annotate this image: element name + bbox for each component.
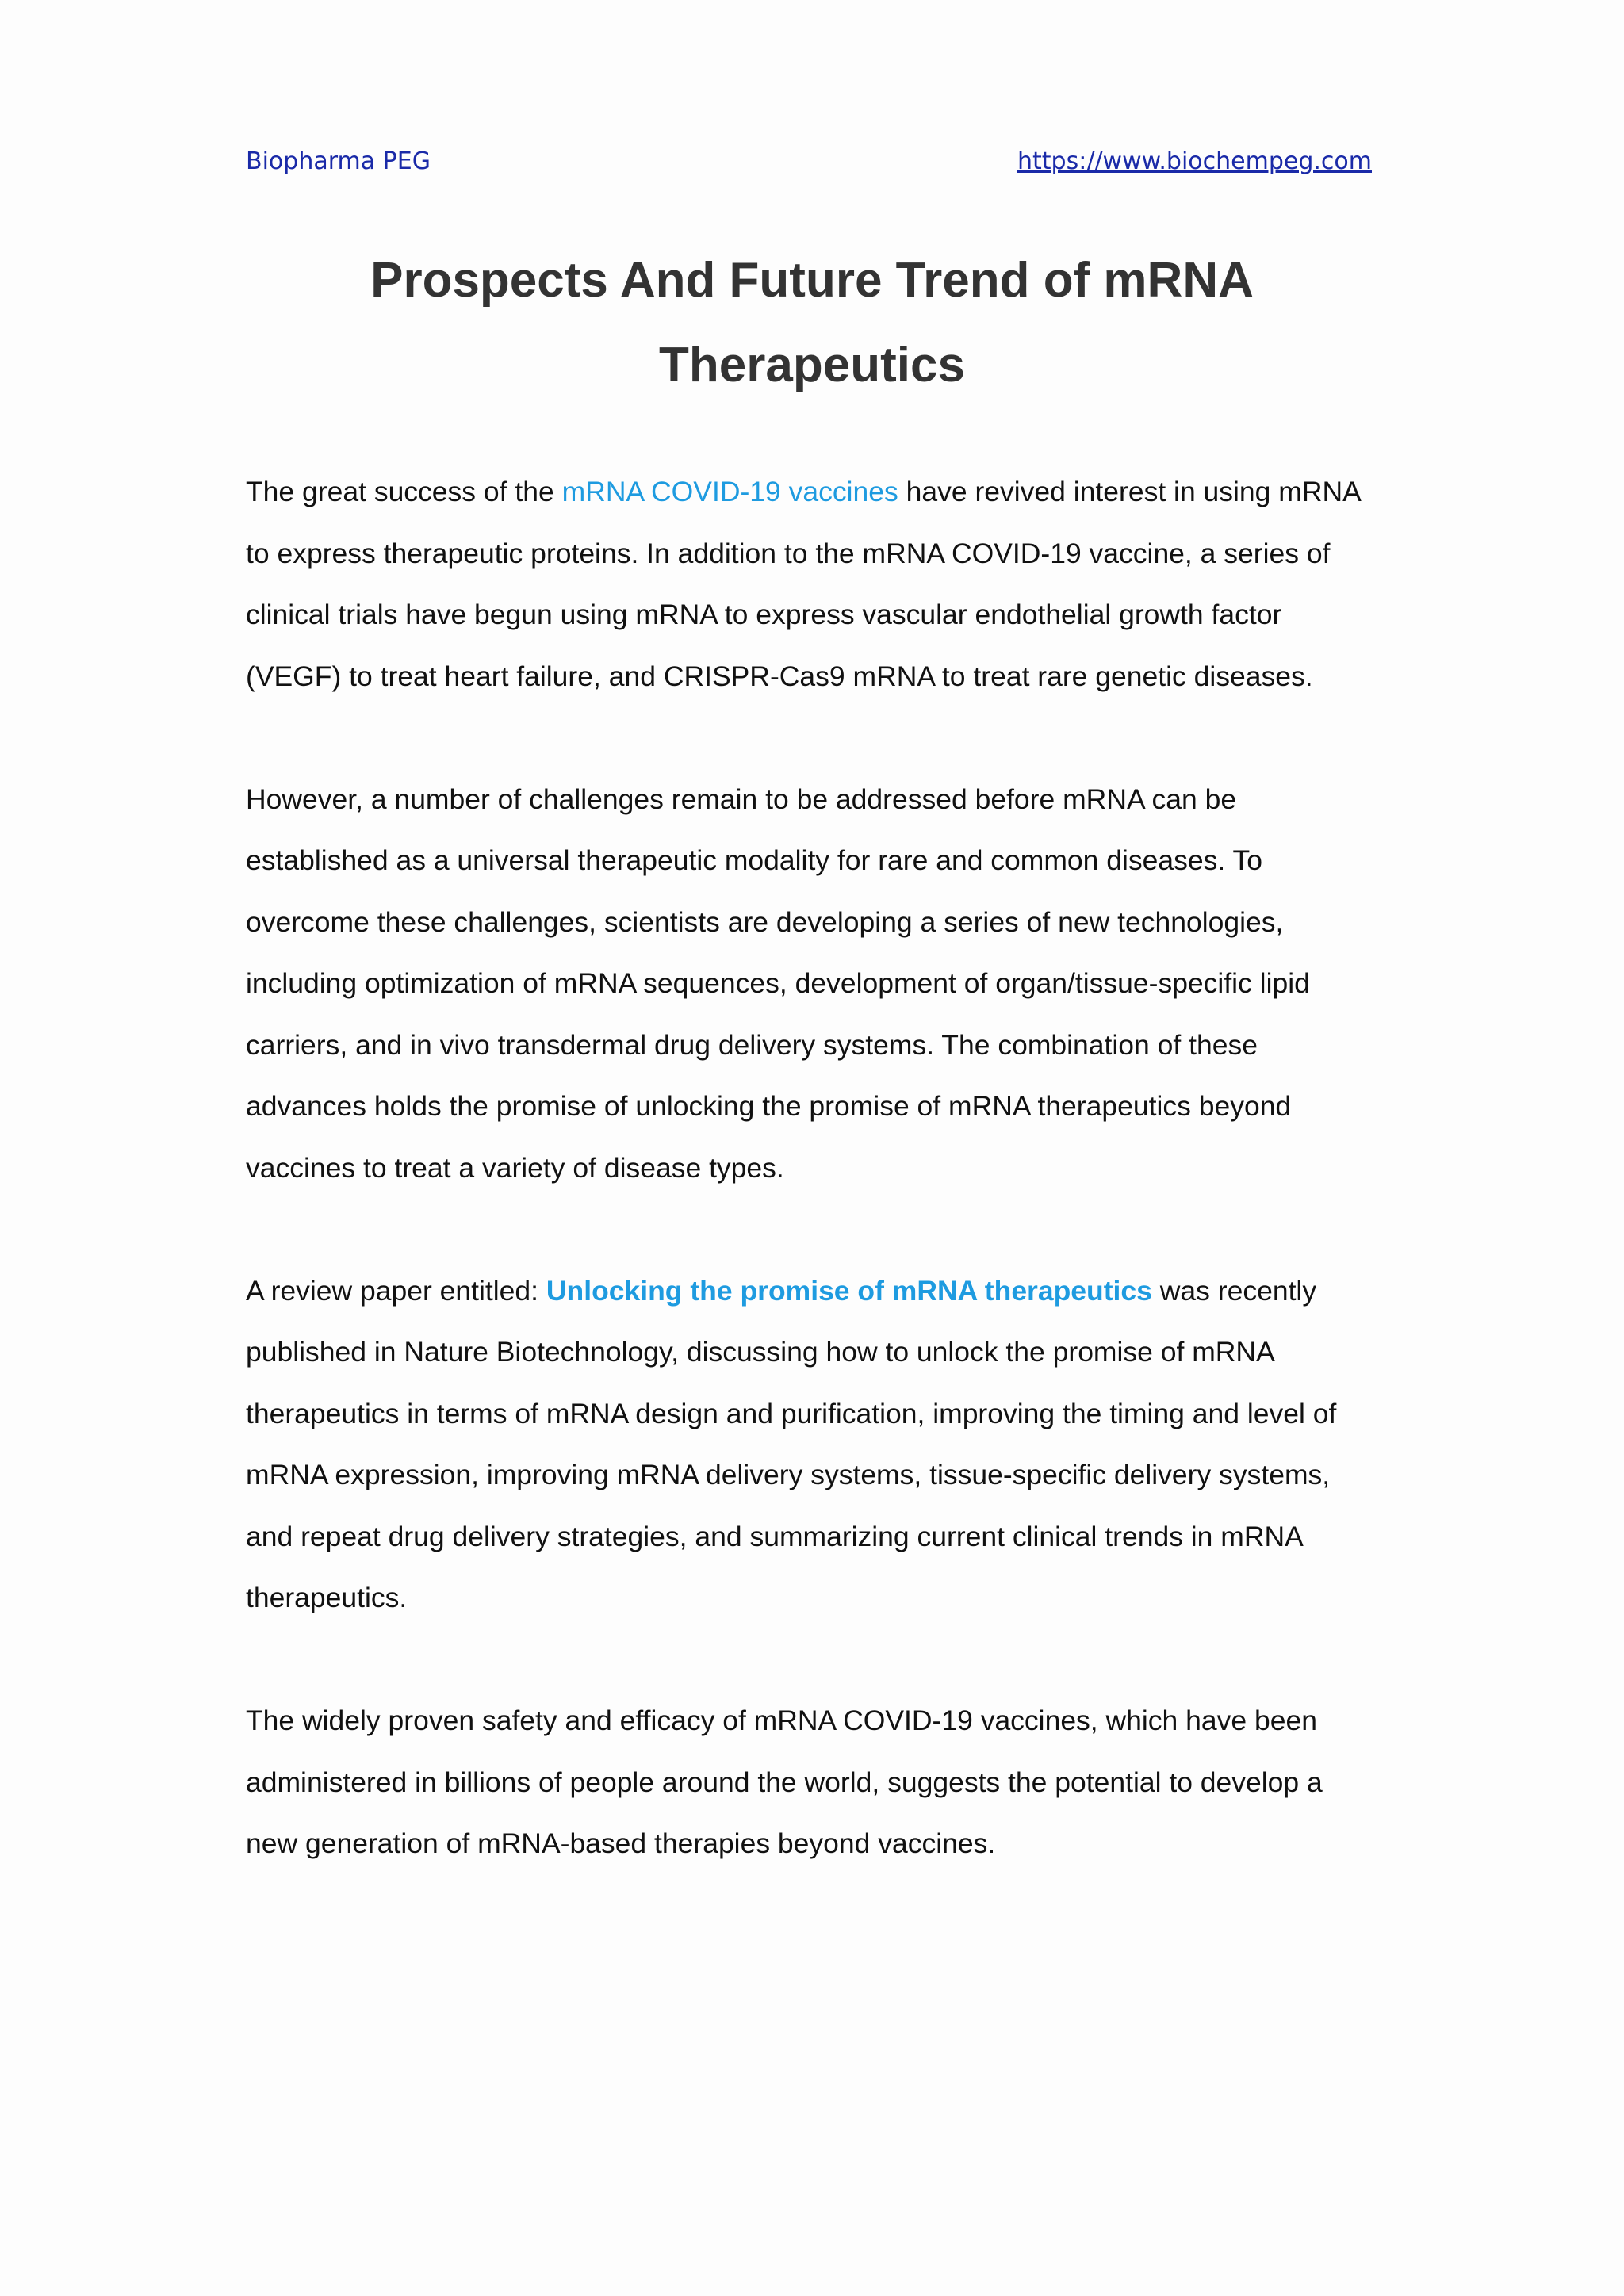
mrna-covid-vaccines-link[interactable]: mRNA COVID-19 vaccines — [561, 476, 898, 507]
text-run: was recently — [1151, 1274, 1317, 1307]
paragraph-line: including optimization of mRNA sequences, development of organ/tissue-specific lipid — [246, 967, 1310, 999]
paragraph-1 — [246, 461, 1388, 707]
header-brand: Biopharma PEG — [246, 147, 431, 175]
paragraph-line: The widely proven safety and efficacy of mRNA COVID-19 vaccines, which have been — [246, 1705, 1317, 1736]
paragraph-line: carriers, and in vivo transdermal drug delivery systems. The combination of these — [246, 1028, 1258, 1061]
paragraph-line: and repeat drug delivery strategies, and summarizing current clinical trends in mRNA — [246, 1520, 1304, 1552]
paragraph-line: established as a universal therapeutic modality for rare and common diseases. To — [246, 844, 1262, 876]
title-line-2: Therapeutics — [659, 338, 965, 392]
paragraph-line — [246, 461, 1388, 523]
text-run: A review paper entitled: — [246, 1274, 546, 1307]
paragraph-line: However, a number of challenges remain to be addressed before mRNA can be — [246, 783, 1237, 815]
paragraph-3 — [246, 1261, 1388, 1629]
header-site-link[interactable]: https://www.biochempeg.com — [1017, 147, 1372, 175]
paragraph-line: vaccines to treat a variety of disease types. — [246, 1151, 784, 1184]
paragraph-line: mRNA expression, improving mRNA delivery systems, tissue-specific delivery systems, — [246, 1459, 1331, 1490]
paragraph-line: published in Nature Biotechnology, discussing how to unlock the promise of mRNA — [246, 1336, 1275, 1368]
text-run: have revived interest in using mRNA — [898, 476, 1362, 507]
document-title — [246, 238, 1378, 408]
paragraph-line: to express therapeutic proteins. In addition to the mRNA COVID-19 vaccine, a series of — [246, 537, 1331, 569]
paragraph-line: administered in billions of people around the world, suggests the potential to develop a — [246, 1766, 1323, 1798]
text-run: The great success of the — [246, 476, 562, 507]
title-line-1: Prospects And Future Trend of mRNA — [370, 253, 1254, 308]
paragraph-line: clinical trials have begun using mRNA to express vascular endothelial growth factor — [246, 599, 1282, 630]
paragraph-line: overcome these challenges, scientists are developing a series of new technologies, — [246, 905, 1284, 938]
paragraph-line: (VEGF) to treat heart failure, and CRISPR-Cas9 mRNA to treat rare genetic diseases. — [246, 660, 1313, 692]
paragraph-line: new generation of mRNA-based therapies beyond vaccines. — [246, 1827, 996, 1859]
paragraph-line — [246, 1261, 1388, 1322]
paragraph-line: advances holds the promise of unlocking the promise of mRNA therapeutics beyond — [246, 1090, 1292, 1122]
paragraph-2 — [246, 769, 1388, 1200]
paragraph-line: therapeutics. — [246, 1582, 408, 1613]
paragraph-line: therapeutics in terms of mRNA design and purification, improving the timing and level of — [246, 1397, 1337, 1429]
page-header — [246, 147, 1372, 187]
paragraph-4 — [246, 1690, 1388, 1875]
document-body — [246, 461, 1388, 1936]
review-paper-link[interactable]: Unlocking the promise of mRNA therapeutics — [546, 1274, 1152, 1307]
